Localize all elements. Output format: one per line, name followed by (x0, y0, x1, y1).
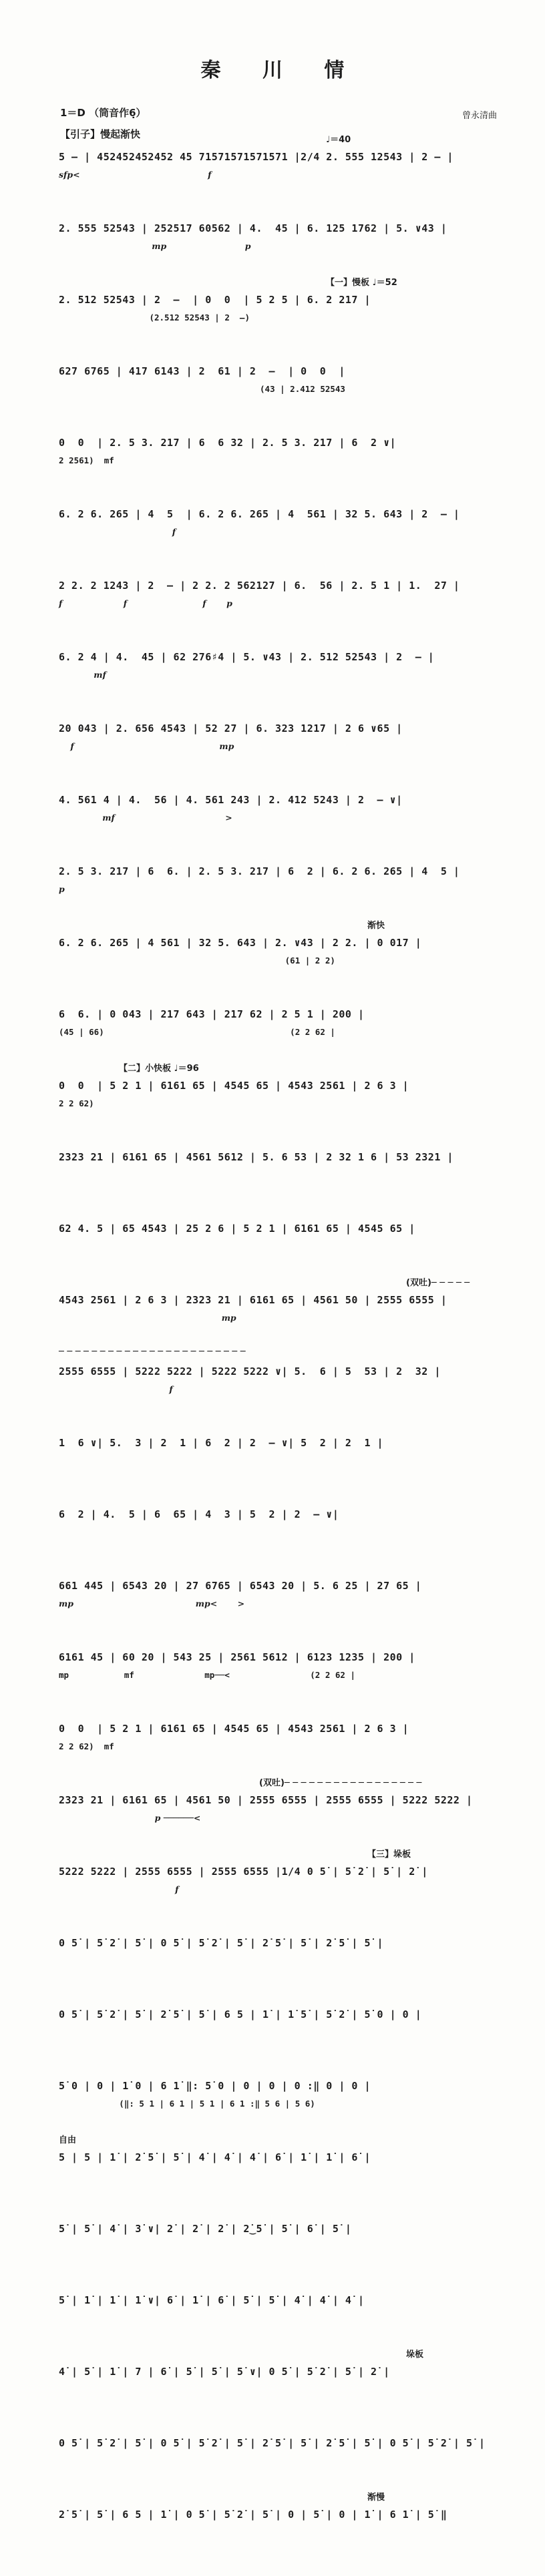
music-system (59, 1203, 505, 1274)
notation-subline: f f f p (59, 598, 232, 608)
notation-line: 62 4. 5 | 65 4543 | 25 2 6 | 5 2 1 | 6161 65 | 4545 65 | (59, 1223, 415, 1235)
music-system (59, 1417, 505, 1488)
music-system (59, 1631, 505, 1703)
music-system (59, 631, 505, 702)
music-system (59, 1846, 505, 1917)
notation-line: 2. 555 52543 | 252517 60562 | 4. 45 | 6. 125 1762 | 5. ∨43 | (59, 222, 447, 234)
notation-subline: p ──────< (59, 1813, 201, 1823)
music-system (59, 2274, 505, 2346)
music-system (59, 2131, 505, 2203)
notation-line: 20 043 | 2. 656 4543 | 52 27 | 6. 323 1217 | 2 6 ∨65 | (59, 722, 403, 734)
notation-line: 6. 2 6. 265 | 4 561 | 32 5. 643 | 2. ∨43 | 2 2. | 0 017 | (59, 937, 422, 949)
line-annotation: 垛板 (406, 2350, 424, 2360)
notation-line: 5 | 5 | 1̇ | 2̇ 5̇ | 5̇ | 4̇ | 4̇ | 4̇ | 6̇ | 1̇ | 1̇ | 6̇ | (59, 2151, 371, 2163)
notation-subline: 2 2 62) (59, 1098, 94, 1108)
notation-line: 661 445 | 6543 20 | 27 6765 | 6543 20 | 5. 6 25 | 27 65 | (59, 1580, 422, 1592)
line-annotation: (双吐)─ ─ ─ ─ ─ ─ ─ ─ ─ ─ ─ ─ ─ ─ ─ ─ ─ (259, 1778, 422, 1788)
music-system (59, 345, 505, 417)
notation-subline: f (59, 1384, 173, 1394)
music-system (59, 1274, 505, 1345)
notation-subline: 2 2 62) mf (59, 1741, 114, 1751)
notation-subline: sfp< f (59, 170, 212, 180)
section-label-intro: 【引子】慢起渐快 (60, 128, 141, 140)
notation-line: 2. 512 52543 | 2 – | 0 0 | 5 2 5 | 6. 2 217 | (59, 294, 371, 306)
notation-line: 5 – | 452452452452 45 71571571571571 |2/4 2. 555 12543 | 2 – | (59, 151, 453, 163)
music-system (59, 845, 505, 917)
notation-line: 2 2. 2 1243 | 2 – | 2 2. 2 562127 | 6. 56 | 2. 5 1 | 1. 27 | (59, 580, 460, 592)
notation-line: 1 6 ∨| 5. 3 | 2 1 | 6 2 | 2 – ∨| 5 2 | 2 1 | (59, 1437, 384, 1449)
line-annotation: (双吐)─ ─ ─ ─ ─ (406, 1278, 470, 1288)
notation-subline: f (59, 527, 176, 537)
notation-line: 2323 21 | 6161 65 | 4561 5612 | 5. 6 53 | 2 32 1 6 | 53 2321 | (59, 1151, 453, 1163)
notation-line: 2323 21 | 6161 65 | 4561 50 | 2555 6555 | 2555 6555 | 5222 5222 | (59, 1794, 473, 1806)
music-system (59, 2203, 505, 2274)
music-system (59, 1131, 505, 1203)
line-annotation: 【一】慢板 ♩＝52 (326, 278, 397, 288)
composer-credit: 曾永清曲 (462, 111, 497, 121)
music-system (59, 1774, 505, 1846)
music-system (59, 2060, 505, 2131)
music-system (59, 417, 505, 488)
notation-subline: f (59, 1884, 179, 1894)
music-system (59, 774, 505, 845)
music-system (59, 917, 505, 988)
line-annotation: 渐快 (367, 921, 385, 931)
line-annotation: ─ ─ ─ ─ ─ ─ ─ ─ ─ ─ ─ ─ ─ ─ ─ ─ ─ ─ ─ ─ ─ ─ ─ (59, 1347, 246, 1357)
notation-subline: mf (59, 670, 106, 680)
notation-line: 0 0 | 2. 5 3. 217 | 6 6 32 | 2. 5 3. 217 | 6 2 ∨| (59, 437, 397, 449)
notation-subline: mp mf mp──< (2 2 62 | (59, 1670, 356, 1680)
notation-subline: (43 | 2.412 52543 (59, 384, 345, 394)
notation-line: 0 5̇ | 5̇ 2̇ | 5̇ | 2̇ 5̇ | 5̇ | 6 5 | 1̇ | 1̇ 5̇ | 5̇ 2̇ | 5̇ 0 | 0 | (59, 2008, 422, 2020)
notation-line: 6. 2 4 | 4. 45 | 62 276♯4 | 5. ∨43 | 2. 512 52543 | 2 – | (59, 651, 435, 663)
notation-subline: 2 2561) mf (59, 455, 114, 465)
key-signature: 1＝D （筒音作6̣） (60, 107, 146, 119)
notation-line: 4̇ | 5̇ | 1̇ | 7 | 6̇ | 5̇ | 5̇ | 5̇ ∨| 0 5̇ | 5̇ 2̇ | 5̇ | 2̇ | (59, 2366, 390, 2378)
notation-subline: f mp (59, 741, 234, 751)
notation-subline: (2.512 52543 | 2 –) (59, 312, 250, 323)
music-system (59, 1703, 505, 1774)
notation-subline: mf > (59, 813, 232, 823)
notation-subline: (45 | 66) (2 2 62 | (59, 1027, 335, 1037)
music-system (59, 1988, 505, 2060)
notation-line: 0 0 | 5 2 1 | 6161 65 | 4545 65 | 4543 2561 | 2 6 3 | (59, 1080, 409, 1092)
music-system (59, 274, 505, 345)
notation-subline: mp p (59, 241, 251, 251)
notation-line: 4543 2561 | 2 6 3 | 2323 21 | 6161 65 | 4561 50 | 2555 6555 | (59, 1294, 447, 1306)
notation-line: 4. 561 4 | 4. 56 | 4. 561 243 | 2. 412 5243 | 2 – ∨| (59, 794, 403, 806)
music-system (59, 1060, 505, 1131)
music-system (59, 2417, 505, 2489)
notation-line: 2555 6555 | 5222 5222 | 5222 5222 ∨| 5. 6 | 5 53 | 2 32 | (59, 1365, 441, 1377)
music-system (59, 988, 505, 1060)
music-system (59, 2346, 505, 2417)
music-system (59, 560, 505, 631)
line-annotation: 渐慢 (367, 2493, 385, 2503)
music-system (59, 1345, 505, 1417)
music-system (59, 1560, 505, 1631)
notation-subline: (61 | 2 2) (59, 955, 335, 965)
notation-line: 5222 5222 | 2555 6555 | 2555 6555 |1/4 0 5̇ | 5̇ 2̇ | 5̇ | 2̇ | (59, 1866, 428, 1878)
notation-subline: mp (59, 1313, 236, 1323)
music-system (59, 702, 505, 774)
music-system (59, 488, 505, 560)
notation-line: 6. 2 6. 265 | 4 5 | 6. 2 6. 265 | 4 561 | 32 5. 643 | 2 – | (59, 508, 460, 520)
notation-line: 627 6765 | 417 6143 | 2 61 | 2 – | 0 0 | (59, 365, 345, 377)
line-annotation: 自由 (59, 2135, 77, 2145)
music-system (59, 2489, 505, 2560)
notation-subline: (‖: 5 1 | 6 1 | 5 1 | 6 1 :‖ 5 6 | 5 6) (59, 2099, 315, 2109)
notation-subline: p (59, 884, 65, 894)
notation-line: 0 5̇ | 5̇ 2̇ | 5̇ | 0 5̇ | 5̇ 2̇ | 5̇ | 2̇ 5̇ | 5̇ | 2̇ 5̇ | 5̇ | 0 5̇ | 5̇ 2̇ | 5̇ | (59, 2437, 486, 2449)
notation-line: 6 6. | 0 043 | 217 643 | 217 62 | 2 5 1 | 200 | (59, 1008, 365, 1020)
music-system (59, 131, 505, 202)
notation-line: 2. 5 3. 217 | 6 6. | 2. 5 3. 217 | 6 2 | 6. 2 6. 265 | 4 5 | (59, 865, 460, 877)
line-annotation: 【二】小快板 ♩＝96 (119, 1064, 199, 1074)
notation-line: 5̇ | 5̇ | 4̇ | 3̇ ∨| 2̇ | 2̇ | 2̇ | 2̇‿5̇ | 5̇ | 6̇ | 5̇ | (59, 2223, 352, 2235)
notation-line: 6 2 | 4. 5 | 6 65 | 4 3 | 5 2 | 2 – ∨| (59, 1508, 339, 1520)
page-title: 秦 川 情 (200, 59, 362, 82)
line-annotation: ♩＝40 (326, 135, 351, 145)
music-system (59, 202, 505, 274)
music-system (59, 1488, 505, 1560)
notation-line: 0 5̇ | 5̇ 2̇ | 5̇ | 0 5̇ | 5̇ 2̇ | 5̇ | 2̇ 5̇ | 5̇ | 2̇ 5̇ | 5̇ | (59, 1937, 384, 1949)
notation-line: 5̇ | 1̇ | 1̇ | 1̇ ∨| 6̇ | 1̇ | 6̇ | 5̇ | 5̇ | 4̇ | 4̇ | 4̇ | (59, 2294, 365, 2306)
notation-line: 0 0 | 5 2 1 | 6161 65 | 4545 65 | 4543 2561 | 2 6 3 | (59, 1723, 409, 1735)
music-system (59, 1917, 505, 1988)
notation-line: 6161 45 | 60 20 | 543 25 | 2561 5612 | 6123 1235 | 200 | (59, 1651, 415, 1663)
notation-line: 5̇ 0 | 0 | 1̇ 0 | 6 1̇ ‖: 5̇ 0 | 0 | 0 | 0 :‖ 0 | 0 | (59, 2080, 371, 2092)
notation-subline: mp mp< > (59, 1598, 245, 1608)
line-annotation: 【三】垛板 (367, 1850, 411, 1860)
notation-line: 2̇ 5̇ | 5̇ | 6 5 | 1̇ | 0 5̇ | 5̇ 2̇ | 5̇ | 0 | 5̇ | 0 | 1̇ | 6 1̇ | 5̇ ‖ (59, 2509, 447, 2521)
score-body (59, 131, 505, 2560)
